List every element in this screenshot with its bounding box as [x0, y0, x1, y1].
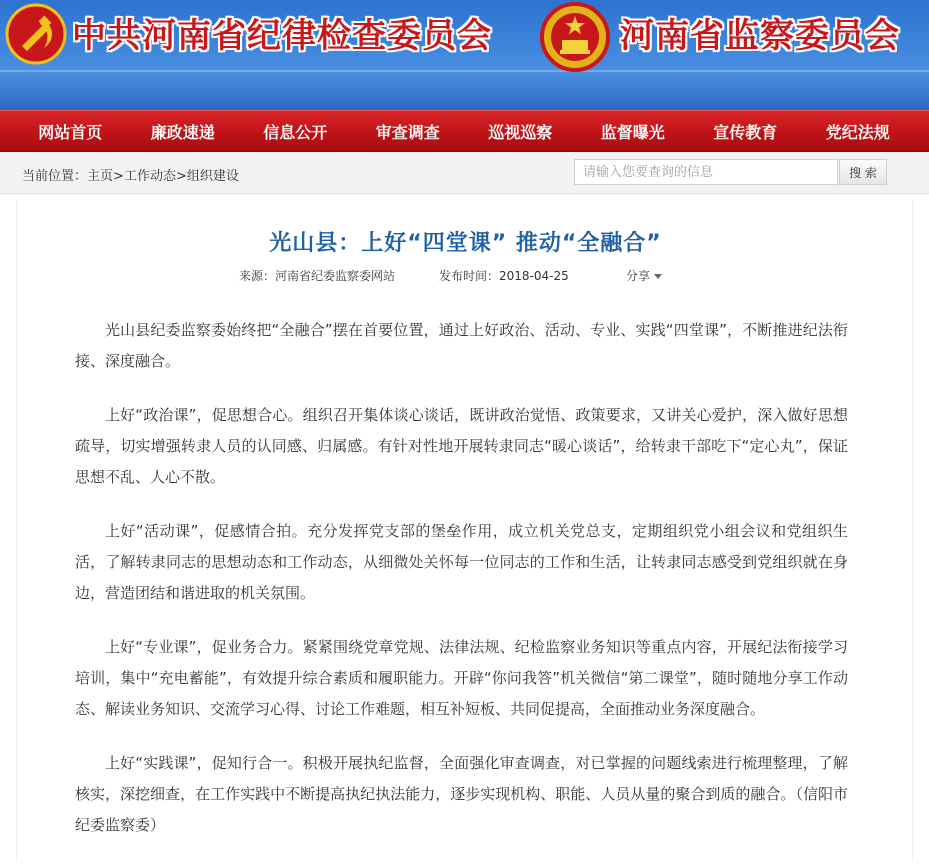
share-button[interactable] [626, 267, 662, 284]
header-title-left: 中共河南省纪律检查委员会 [72, 16, 492, 56]
breadcrumb-separator: > [175, 169, 187, 184]
article-title: 光山县：上好“四堂课” 推动“全融合” [269, 231, 662, 256]
breadcrumb-home-link[interactable]: 主页 [87, 169, 114, 184]
main-nav [0, 110, 929, 152]
article-body [75, 315, 848, 864]
article-paragraph: 上好“实践课”，促知行合一。积极开展执纪监督，全面强化审查调查，对已掌握的问题线索进行梳理整理，了解核实，深挖细查，在工作实践中不断提高执纪执法能力，逐步实现机构、职能、人员从量的聚合到质的融合。（信阳市纪委监察委） [75, 754, 848, 834]
article-paragraph: 上好“专业课”，促业务合力。紧紧围绕党章党规、法律法规、纪检监察业务知识等重点内容，开展纪法衔接学习培训，集中“充电蓄能”，有效提升综合素质和履职能力。开辟“你问我答”机关微信“第二课堂”，随时随地分享工作动态、解读业务知识、交流学习心得、讨论工作难题，相互补短板、共同促提高，全面推动业务深度融合。 [75, 638, 848, 718]
article-paragraph: 光山县纪委监察委始终把“全融合”摆在首要位置，通过上好政治、活动、专业、实践“四堂课”，不断推进纪法衔接、深度融合。 [75, 321, 848, 370]
breadcrumb-current-link[interactable]: 组织建设 [186, 169, 239, 184]
nav-item-investigation[interactable]: 审查调查 [375, 122, 440, 142]
breadcrumb [22, 165, 239, 184]
nav-item-education[interactable]: 宣传教育 [713, 122, 778, 142]
nav-item-home[interactable]: 网站首页 [38, 122, 103, 142]
party-emblem-icon [4, 2, 68, 66]
share-label: 分享 [626, 269, 651, 283]
article-container [16, 199, 913, 862]
chevron-down-icon [654, 274, 662, 279]
breadcrumb-section-link[interactable]: 工作动态 [123, 169, 176, 184]
article-paragraph: 上好“政治课”，促思想合心。组织召开集体谈心谈话，既讲政治觉悟、政策要求，又讲关心爱护，深入做好思想疏导，切实增强转隶人员的认同感、归属感。有针对性地开展转隶同志“暖心谈话”，给转隶干部吃下“定心丸”，保证思想不乱、人心不散。 [75, 406, 848, 486]
banner-stripe [0, 70, 929, 72]
search-input[interactable] [574, 159, 838, 185]
nav-item-integrity-news[interactable]: 廉政速递 [150, 122, 215, 142]
article-paragraph: 上好“活动课”，促感情合拍。充分发挥党支部的堡垒作用，成立机关党总支，定期组织党小组会议和党组织生活，了解转隶同志的思想动态和工作动态，从细微处关怀每一位同志的工作和生活，让转隶同志感受到党组织就在身边，营造团结和谐进取的机关氛围。 [75, 522, 848, 602]
search-button[interactable]: 搜 索 [839, 159, 887, 185]
nav-item-exposure[interactable]: 监督曝光 [600, 122, 665, 142]
breadcrumb-separator: > [113, 169, 124, 184]
article-source: 来源：河南省纪委监察委网站 [239, 269, 396, 283]
header-banner [0, 0, 929, 110]
nav-item-inspection[interactable]: 巡视巡察 [488, 122, 553, 142]
national-emblem-icon [538, 0, 612, 74]
nav-item-info-disclosure[interactable]: 信息公开 [263, 122, 328, 142]
article-date: 发布时间：2018-04-25 [439, 269, 569, 283]
nav-item-regulations[interactable]: 党纪法规 [825, 122, 890, 142]
header-title-right: 河南省监察委员会 [620, 16, 900, 56]
breadcrumb-prefix: 当前位置： [22, 169, 88, 184]
